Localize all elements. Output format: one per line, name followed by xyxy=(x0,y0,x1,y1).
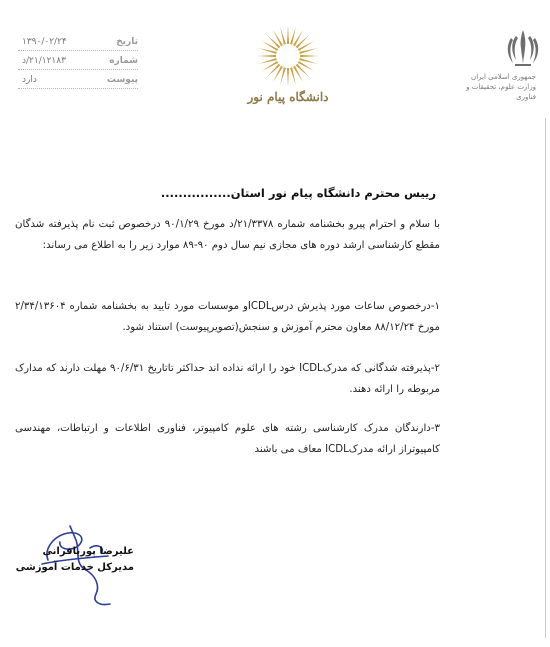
logo-ray xyxy=(290,27,296,45)
date-row xyxy=(18,36,138,51)
logo-ray xyxy=(299,58,317,64)
paragraph-intro: با سلام و احترام پیرو بخشنامه شماره ۲۱/۳۳۷۸/د مورخ ۹۰/۱/۲۹ درخصوص ثبت نام پذیرفته شدگان مقطع کارشناسی ارشد دوره های مجازی نیم سال دوم ۹۰-۸۹ موارد زیر را به اطلاع می رساند: xyxy=(15,219,440,251)
logo-ray xyxy=(287,26,289,44)
university-logo xyxy=(240,18,336,118)
logo-ray xyxy=(258,55,276,57)
number-label: شماره xyxy=(109,56,138,66)
logo-ray xyxy=(259,48,277,54)
iran-emblem-icon xyxy=(506,28,540,68)
date-label: تاریخ xyxy=(116,37,138,47)
page-divider xyxy=(545,118,546,638)
paragraph-item-1: ۱-درخصوص ساعات مورد پذیرش درسICDLو موسسات مورد تایید به بخشنامه شماره ۲/۳۴/۱۳۶۰۴ مورخ ۸۸/۱۲/۲۴ معاون محترم آموزش و سنجش(تصویرپیوست) استناد شود. xyxy=(15,301,440,333)
logo-ray xyxy=(300,55,318,57)
ministry-line-1: جمهوری اسلامی ایران xyxy=(471,73,536,81)
logo-ray xyxy=(299,48,317,54)
paragraph-item-3: ۳-دارندگان مدرک کارشناسی رشته های علوم کامپیوتر، فناوری اطلاعات و ارتباطات، مهندسی کامپیوتراز ارائه مدرکICDL معاف می باشند xyxy=(15,423,440,455)
logo-ray xyxy=(296,35,310,49)
logo-ray xyxy=(296,64,310,78)
signer-title: مدیرکل خدمات آموزشی xyxy=(15,562,134,573)
letter-meta-block xyxy=(18,36,138,93)
signer-name: علیرضا پوربافرانی xyxy=(42,546,134,557)
logo-ray xyxy=(290,67,296,85)
ministry-line-2: وزارت علوم، تحقیقات و فناوری xyxy=(466,83,536,101)
university-name: دانشگاه پیام نور xyxy=(247,90,329,104)
attachment-row xyxy=(18,74,138,89)
date-value: ۱۳۹۰/۰۲/۲۴ xyxy=(22,37,67,47)
logo-ray xyxy=(267,64,281,78)
number-row xyxy=(18,55,138,70)
logo-ray xyxy=(280,27,286,45)
attachment-label: پیوست xyxy=(106,75,138,85)
logo-ray xyxy=(287,68,289,86)
number-value: ۲۱/۱۲۱۸۳/د xyxy=(22,56,66,66)
attachment-value: دارد xyxy=(22,75,37,85)
sunburst-logo-icon xyxy=(240,18,336,88)
logo-ray xyxy=(259,58,277,64)
logo-ray xyxy=(267,35,281,49)
logo-ray xyxy=(280,67,286,85)
ministry-text xyxy=(456,72,536,102)
paragraph-item-2: ۲-پذیرفته شدگانی که مدرکICDL خود را ارائه نداده اند حداکثر تاتاریخ ۹۰/۶/۳۱ مهلت دارند که مدارک مربوطه را ارائه دهند. xyxy=(15,363,440,395)
letter-salutation: رییس محترم دانشگاه پیام نور استان................ xyxy=(160,186,436,200)
